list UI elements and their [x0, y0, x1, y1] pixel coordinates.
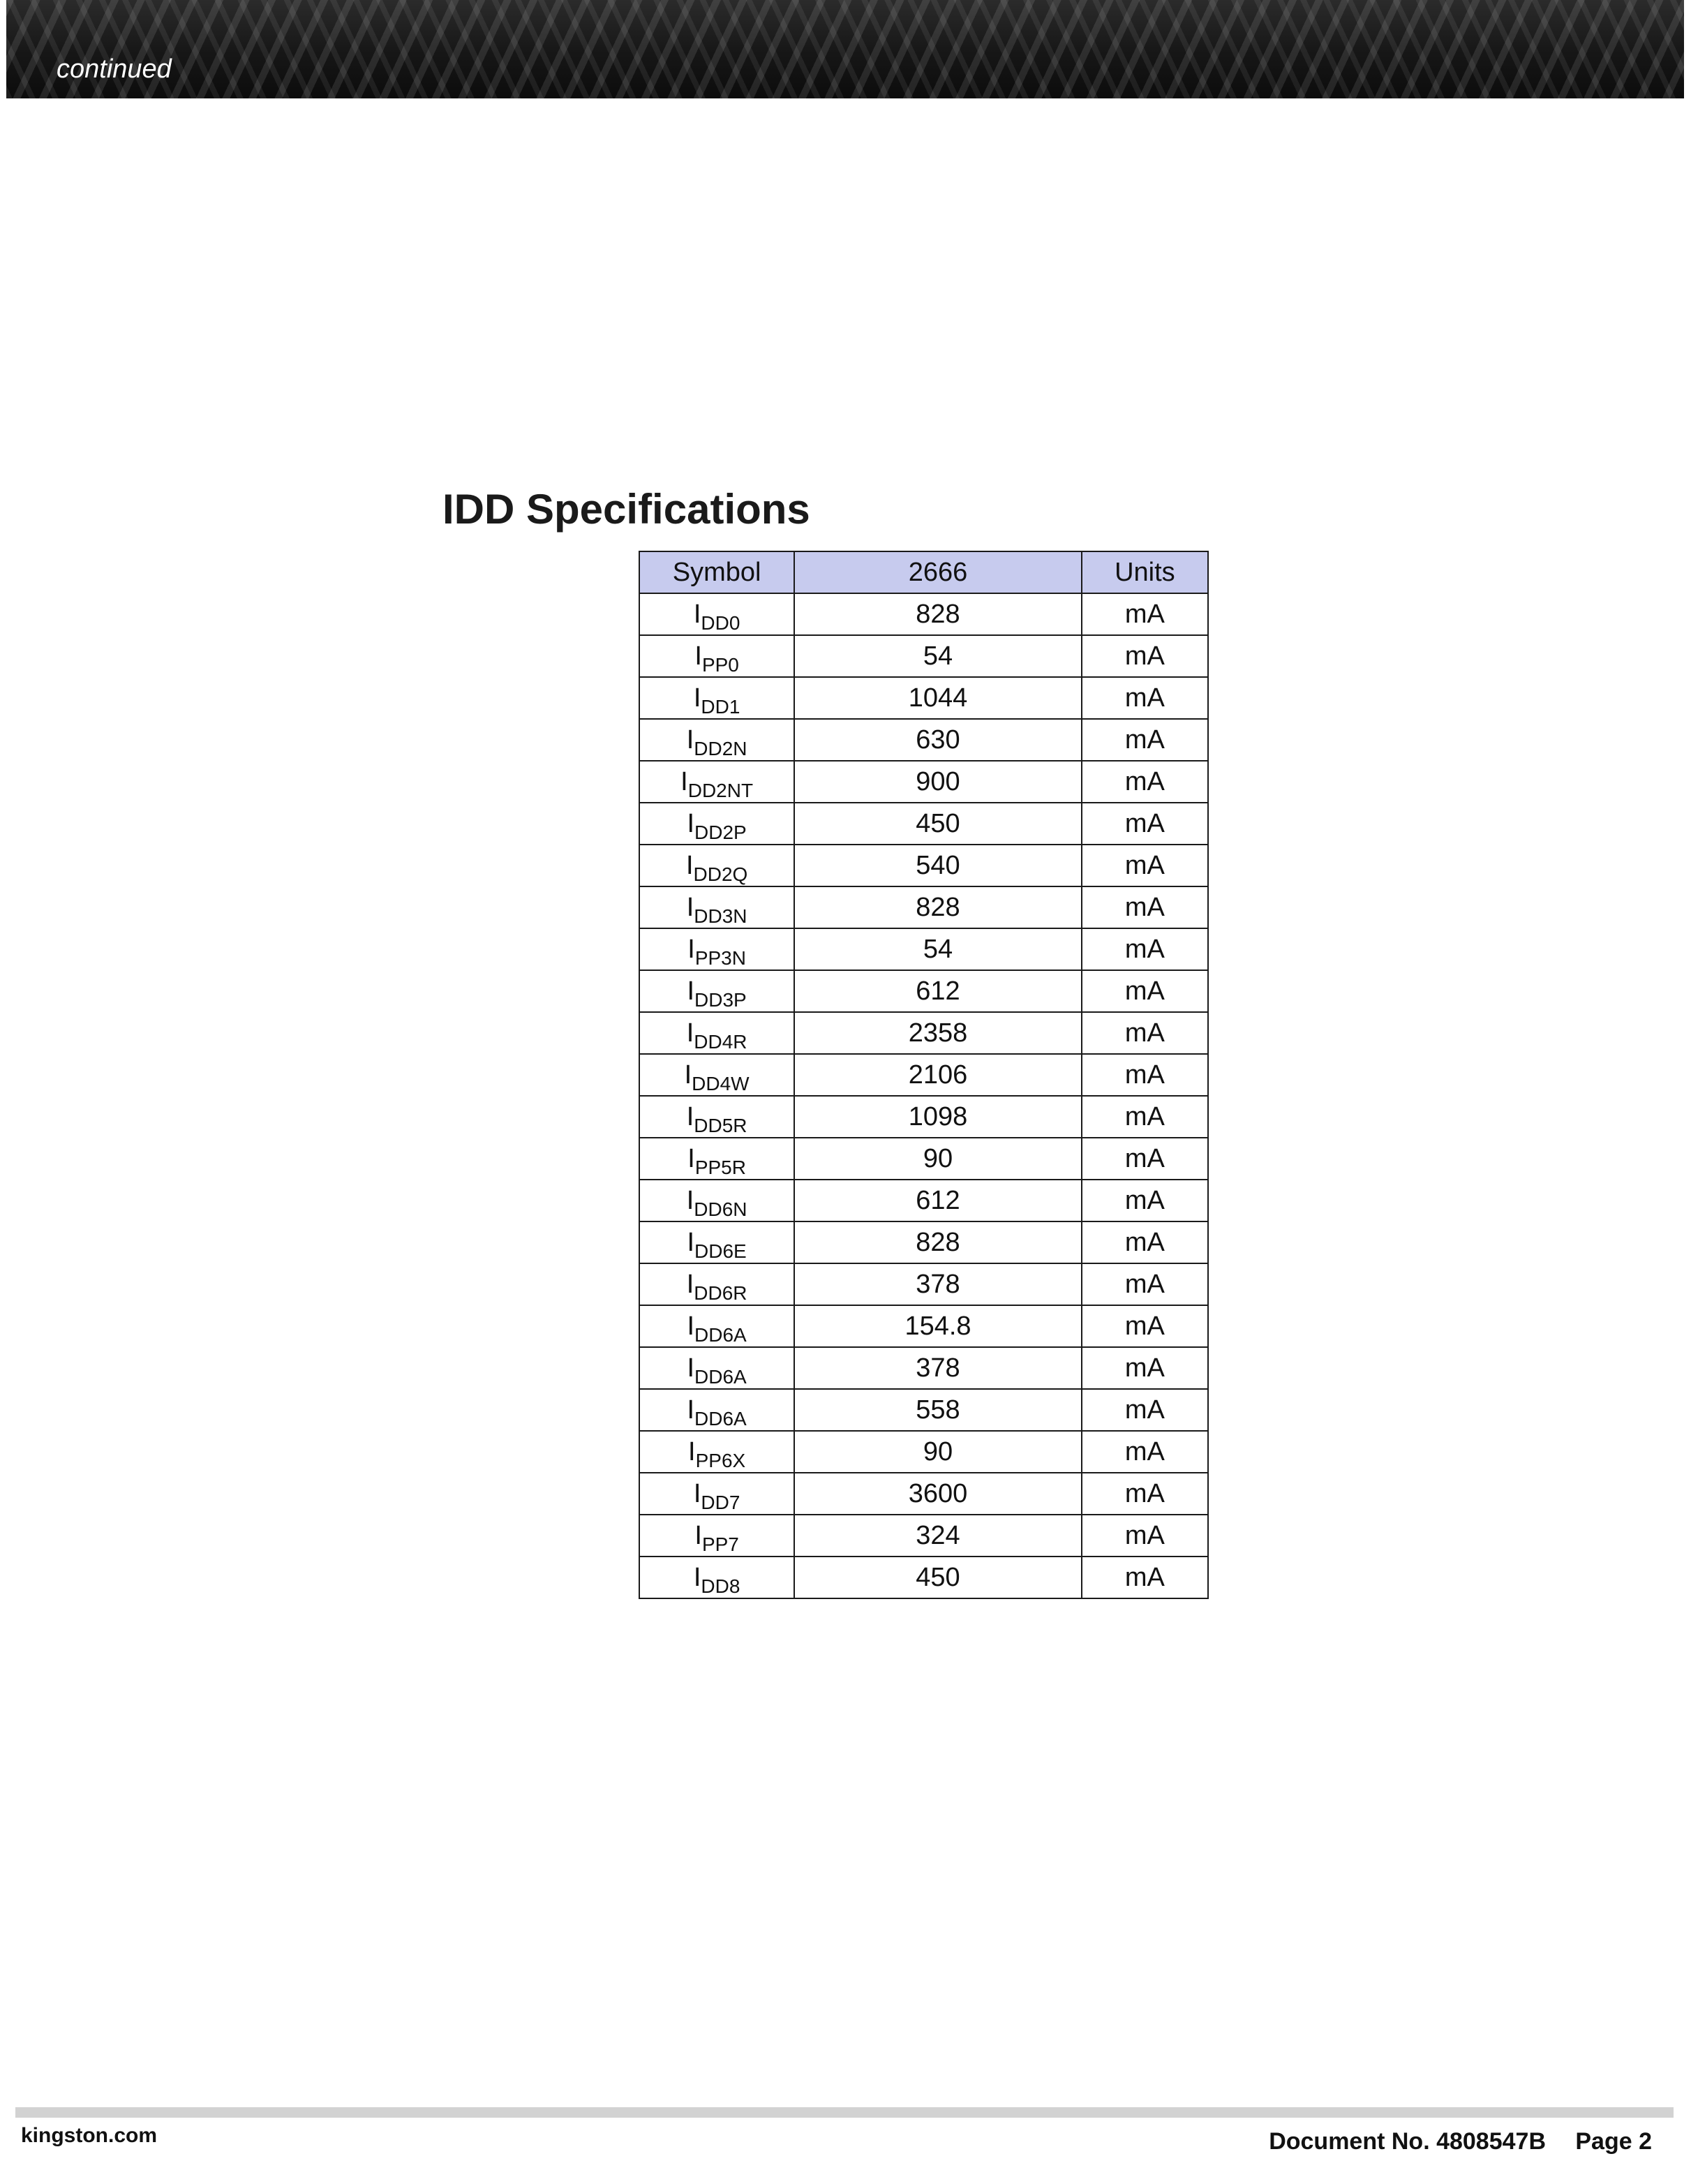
symbol-subscript: PP3N [694, 947, 746, 969]
symbol-subscript: DD4R [694, 1031, 747, 1053]
symbol-base: I [693, 1479, 701, 1508]
table-header-row [639, 551, 1208, 593]
value-cell: 90 [794, 1431, 1081, 1473]
symbol-cell [639, 761, 794, 803]
value-cell: 1044 [794, 677, 1081, 719]
unit-cell: mA [1082, 1180, 1208, 1221]
symbol-cell [639, 1180, 794, 1221]
unit-cell: mA [1082, 1389, 1208, 1431]
unit-cell: mA [1082, 1347, 1208, 1389]
symbol-cell [639, 1305, 794, 1347]
unit-cell: mA [1082, 928, 1208, 970]
symbol-subscript: DD2Q [693, 863, 748, 885]
unit-cell: mA [1082, 1515, 1208, 1557]
column-header-units: Units [1082, 551, 1208, 593]
symbol-cell [639, 1054, 794, 1096]
symbol-cell [639, 1012, 794, 1054]
table-row [639, 593, 1208, 635]
table-row [639, 761, 1208, 803]
symbol-cell [639, 803, 794, 845]
table-row [639, 928, 1208, 970]
symbol-base: I [687, 976, 695, 1006]
symbol-cell [639, 719, 794, 761]
unit-cell: mA [1082, 845, 1208, 886]
value-cell: 540 [794, 845, 1081, 886]
symbol-cell [639, 1389, 794, 1431]
table-row [639, 845, 1208, 886]
table-row [639, 719, 1208, 761]
symbol-cell [639, 970, 794, 1012]
symbol-cell [639, 845, 794, 886]
symbol-base: I [693, 683, 701, 713]
symbol-cell [639, 1096, 794, 1138]
unit-cell: mA [1082, 1096, 1208, 1138]
value-cell: 2358 [794, 1012, 1081, 1054]
unit-cell: mA [1082, 1557, 1208, 1598]
symbol-base: I [686, 1018, 694, 1048]
symbol-subscript: DD6A [694, 1324, 747, 1346]
unit-cell: mA [1082, 970, 1208, 1012]
value-cell: 90 [794, 1138, 1081, 1180]
symbol-subscript: PP7 [701, 1533, 739, 1555]
table-row [639, 1557, 1208, 1598]
symbol-cell [639, 635, 794, 677]
table-row [639, 1012, 1208, 1054]
table-row [639, 1054, 1208, 1096]
idd-spec-table [639, 551, 1209, 1599]
value-cell: 54 [794, 928, 1081, 970]
table-row [639, 1096, 1208, 1138]
symbol-base: I [693, 600, 701, 629]
value-cell: 450 [794, 1557, 1081, 1598]
value-cell: 3600 [794, 1473, 1081, 1515]
table-row [639, 1389, 1208, 1431]
symbol-cell [639, 593, 794, 635]
symbol-subscript: DD6E [694, 1240, 747, 1262]
value-cell: 2106 [794, 1054, 1081, 1096]
value-cell: 378 [794, 1263, 1081, 1305]
symbol-base: I [680, 767, 688, 796]
symbol-subscript: DD2N [694, 738, 747, 759]
symbol-base: I [687, 935, 695, 964]
value-cell: 378 [794, 1347, 1081, 1389]
value-cell: 828 [794, 593, 1081, 635]
symbol-base: I [686, 893, 694, 922]
table-row [639, 1263, 1208, 1305]
symbol-base: I [685, 851, 694, 880]
symbol-subscript: PP5R [694, 1157, 746, 1178]
value-cell: 154.8 [794, 1305, 1081, 1347]
symbol-base: I [687, 1228, 695, 1257]
footer-document-number: Document No. 4808547B [1269, 2128, 1546, 2155]
unit-cell: mA [1082, 1305, 1208, 1347]
table-row [639, 970, 1208, 1012]
symbol-cell [639, 1431, 794, 1473]
value-cell: 54 [794, 635, 1081, 677]
symbol-cell [639, 1138, 794, 1180]
table-row [639, 1138, 1208, 1180]
symbol-subscript: DD0 [701, 612, 740, 634]
unit-cell: mA [1082, 1054, 1208, 1096]
footer-page-number: Page 2 [1575, 2128, 1652, 2155]
symbol-subscript: DD8 [701, 1575, 740, 1597]
symbol-base: I [694, 1521, 702, 1550]
table-row [639, 1431, 1208, 1473]
header-banner [6, 0, 1684, 98]
unit-cell: mA [1082, 1012, 1208, 1054]
symbol-subscript: DD5R [694, 1115, 747, 1136]
value-cell: 324 [794, 1515, 1081, 1557]
table-body [639, 593, 1208, 1598]
unit-cell: mA [1082, 1263, 1208, 1305]
unit-cell: mA [1082, 1221, 1208, 1263]
symbol-subscript: DD1 [701, 696, 740, 718]
symbol-cell [639, 677, 794, 719]
table-row [639, 1515, 1208, 1557]
symbol-subscript: DD6N [694, 1198, 747, 1220]
symbol-subscript: PP0 [701, 654, 739, 676]
section-title: IDD Specifications [442, 486, 810, 533]
symbol-subscript: DD7 [701, 1492, 740, 1513]
table-row [639, 1347, 1208, 1389]
symbol-cell [639, 1473, 794, 1515]
unit-cell: mA [1082, 719, 1208, 761]
footer-divider [15, 2107, 1674, 2118]
value-cell: 450 [794, 803, 1081, 845]
symbol-base: I [693, 1563, 701, 1592]
unit-cell: mA [1082, 886, 1208, 928]
unit-cell: mA [1082, 1138, 1208, 1180]
symbol-subscript: PP6X [695, 1450, 746, 1471]
value-cell: 1098 [794, 1096, 1081, 1138]
table-row [639, 677, 1208, 719]
symbol-base: I [687, 1144, 695, 1173]
symbol-base: I [686, 1102, 694, 1131]
column-header-symbol: Symbol [639, 551, 794, 593]
symbol-subscript: DD3P [694, 989, 747, 1011]
table-row [639, 1473, 1208, 1515]
symbol-subscript: DD6A [694, 1366, 747, 1388]
unit-cell: mA [1082, 1473, 1208, 1515]
symbol-cell [639, 1347, 794, 1389]
symbol-cell [639, 1263, 794, 1305]
value-cell: 828 [794, 1221, 1081, 1263]
symbol-base: I [686, 1270, 694, 1299]
symbol-cell [639, 1515, 794, 1557]
symbol-base: I [684, 1060, 692, 1090]
unit-cell: mA [1082, 677, 1208, 719]
value-cell: 630 [794, 719, 1081, 761]
value-cell: 900 [794, 761, 1081, 803]
unit-cell: mA [1082, 1431, 1208, 1473]
table-row [639, 886, 1208, 928]
symbol-base: I [687, 1353, 695, 1383]
symbol-cell [639, 928, 794, 970]
table-row [639, 635, 1208, 677]
value-cell: 828 [794, 886, 1081, 928]
symbol-cell [639, 886, 794, 928]
symbol-base: I [687, 1395, 695, 1425]
symbol-subscript: DD2P [694, 822, 747, 843]
table-row [639, 1305, 1208, 1347]
symbol-subscript: DD6A [694, 1408, 747, 1429]
symbol-subscript: DD2NT [687, 780, 754, 801]
continued-label: continued [57, 54, 172, 84]
symbol-base: I [687, 1312, 695, 1341]
unit-cell: mA [1082, 761, 1208, 803]
table-row [639, 1221, 1208, 1263]
value-cell: 612 [794, 1180, 1081, 1221]
footer-website: kingston.com [21, 2124, 158, 2147]
table-row [639, 1180, 1208, 1221]
symbol-base: I [686, 1186, 694, 1215]
value-cell: 612 [794, 970, 1081, 1012]
column-header-speed: 2666 [794, 551, 1081, 593]
unit-cell: mA [1082, 635, 1208, 677]
table-row [639, 803, 1208, 845]
unit-cell: mA [1082, 803, 1208, 845]
symbol-subscript: DD4W [692, 1073, 750, 1094]
symbol-subscript: DD3N [694, 905, 747, 927]
unit-cell: mA [1082, 593, 1208, 635]
symbol-base: I [687, 809, 695, 838]
symbol-cell [639, 1221, 794, 1263]
symbol-cell [639, 1557, 794, 1598]
symbol-base: I [688, 1437, 696, 1466]
symbol-base: I [686, 725, 694, 755]
symbol-subscript: DD6R [694, 1282, 747, 1304]
symbol-base: I [694, 641, 702, 671]
value-cell: 558 [794, 1389, 1081, 1431]
